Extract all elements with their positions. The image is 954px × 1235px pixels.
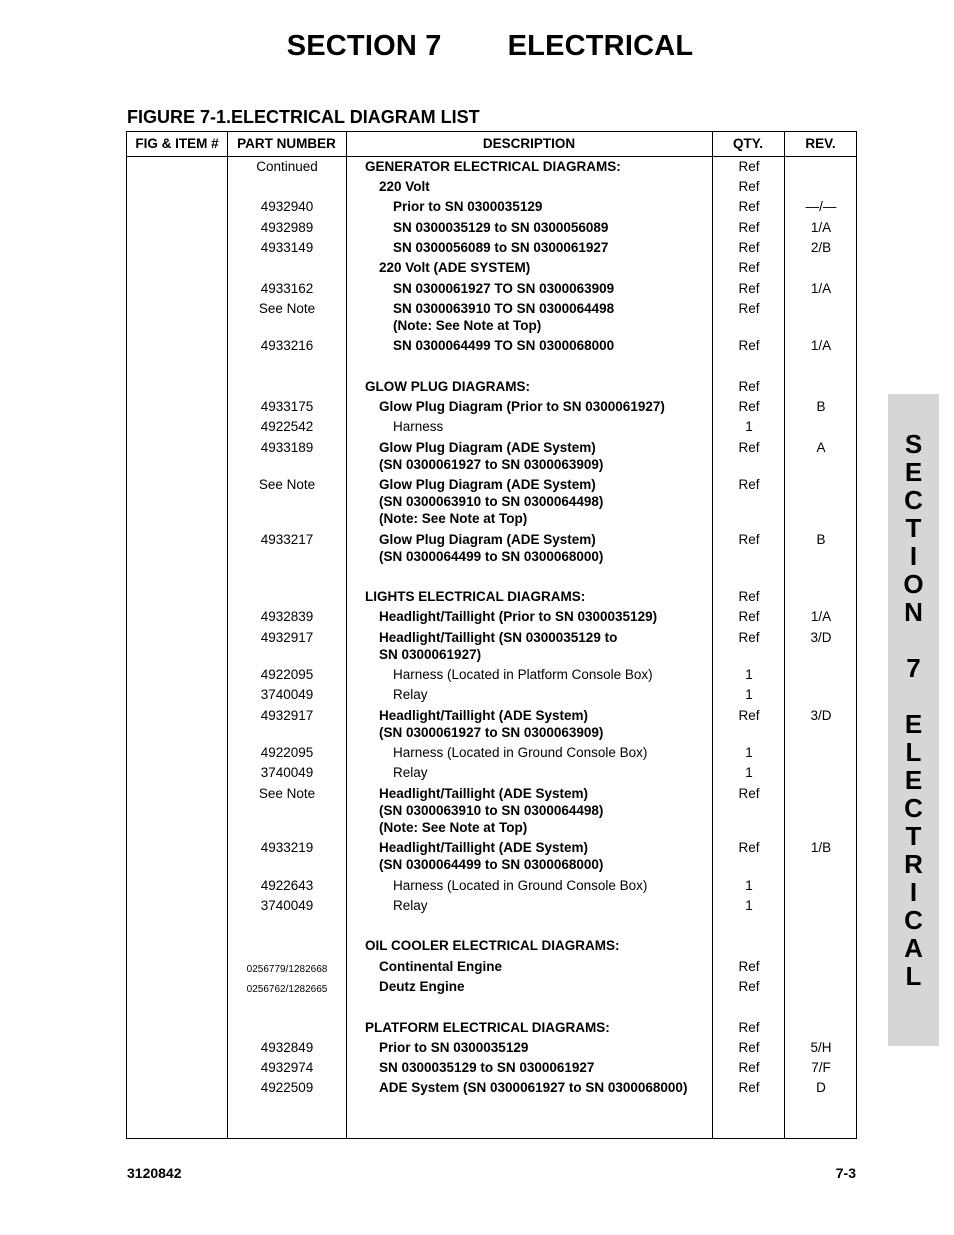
side-tab-letter: E <box>904 765 923 795</box>
description-cell: Prior to SN 0300035129 <box>393 199 543 214</box>
qty-cell: Ref <box>738 1040 760 1055</box>
document-number: 3120842 <box>127 1165 182 1181</box>
part-number-cell: 4933216 <box>260 338 314 353</box>
description-cell: Harness <box>393 419 444 434</box>
qty-cell: Ref <box>738 959 760 974</box>
qty-cell: Ref <box>738 240 760 255</box>
qty-cell: Ref <box>738 399 760 414</box>
description-cell: 220 Volt <box>379 179 430 194</box>
qty-cell: Ref <box>738 1060 760 1075</box>
rev-cell: D <box>816 1080 826 1095</box>
part-number-cell: 0256779/1282668 <box>246 964 328 975</box>
side-tab-letter: C <box>904 905 923 935</box>
description-cell: 220 Volt (ADE SYSTEM) <box>379 260 531 275</box>
qty-cell: Ref <box>738 477 760 492</box>
qty-cell: 1 <box>745 898 753 913</box>
qty-cell: Ref <box>738 609 760 624</box>
description-cell: Relay <box>393 687 428 702</box>
qty-cell: Ref <box>738 589 760 604</box>
side-tab-letter: T <box>905 821 922 851</box>
description-cell: Glow Plug Diagram (ADE System) (SN 0300064499 to SN 0300068000) <box>379 532 604 564</box>
rev-cell: 3/D <box>810 630 832 645</box>
side-tab-letter: R <box>904 849 923 879</box>
description-cell: Glow Plug Diagram (Prior to SN 0300061927) <box>379 399 665 414</box>
qty-cell: Ref <box>738 301 760 316</box>
description-cell: Glow Plug Diagram (ADE System) (SN 0300063910 to SN 0300064498) (Note: See Note at Top) <box>379 477 604 526</box>
qty-cell: Ref <box>738 532 760 547</box>
qty-cell: Ref <box>738 199 760 214</box>
side-tab-letter: L <box>905 961 922 991</box>
rev-cell: 5/H <box>810 1040 832 1055</box>
part-number-cell: 4933189 <box>260 440 314 455</box>
description-cell: Glow Plug Diagram (ADE System) (SN 0300061927 to SN 0300063909) <box>379 440 604 472</box>
part-number-cell: 4932839 <box>260 609 314 624</box>
description-cell: Continental Engine <box>379 959 502 974</box>
qty-cell: Ref <box>738 338 760 353</box>
rev-cell: 1/A <box>810 609 832 624</box>
part-number-cell: 3740049 <box>260 687 314 702</box>
part-number-cell: Continued <box>256 159 318 174</box>
header-description: DESCRIPTION <box>482 136 576 151</box>
description-cell: Headlight/Taillight (ADE System) (SN 0300064499 to SN 0300068000) <box>379 840 604 872</box>
description-cell: Relay <box>393 898 428 913</box>
part-number-cell: See Note <box>258 786 316 801</box>
qty-cell: Ref <box>738 1080 760 1095</box>
description-cell: SN 0300064499 TO SN 0300068000 <box>393 338 615 353</box>
description-cell: Harness (Located in Ground Console Box) <box>393 745 648 760</box>
section-title: SECTION 7 ELECTRICAL <box>286 30 694 62</box>
side-tab-letter: S <box>904 429 923 459</box>
description-cell: Deutz Engine <box>379 979 465 994</box>
rev-cell: 7/F <box>811 1060 831 1075</box>
side-tab-letter: O <box>903 569 924 599</box>
part-number-cell: 4932989 <box>260 220 314 235</box>
part-number-cell: 4932974 <box>260 1060 314 1075</box>
column-divider <box>346 132 347 1138</box>
header-qty: QTY. <box>732 136 763 151</box>
part-number-cell: See Note <box>258 301 316 316</box>
qty-cell: Ref <box>738 708 760 723</box>
side-tab-letter: E <box>904 709 923 739</box>
part-number-cell: 4933162 <box>260 281 314 296</box>
description-cell: GLOW PLUG DIAGRAMS: <box>365 379 530 394</box>
qty-cell: Ref <box>738 159 760 174</box>
description-cell: GENERATOR ELECTRICAL DIAGRAMS: <box>365 159 621 174</box>
description-cell: SN 0300063910 TO SN 0300064498 (Note: See Note at Top) <box>393 301 615 333</box>
description-cell: SN 0300056089 to SN 0300061927 <box>393 240 609 255</box>
description-cell: Relay <box>393 765 428 780</box>
rev-cell: B <box>816 399 826 414</box>
header-rev: REV. <box>805 136 836 151</box>
qty-cell: Ref <box>738 379 760 394</box>
qty-cell: 1 <box>745 687 753 702</box>
part-number-cell: 4933217 <box>260 532 314 547</box>
qty-cell: Ref <box>738 281 760 296</box>
side-tab-letter: C <box>904 793 923 823</box>
part-number-cell: 0256762/1282665 <box>246 984 328 995</box>
qty-cell: 1 <box>745 419 753 434</box>
qty-cell: Ref <box>738 840 760 855</box>
section-side-tab <box>888 394 939 1046</box>
rev-cell: B <box>816 532 826 547</box>
part-number-cell: 4922643 <box>260 878 314 893</box>
description-cell: SN 0300061927 TO SN 0300063909 <box>393 281 615 296</box>
qty-cell: Ref <box>738 179 760 194</box>
part-number-cell: 4933149 <box>260 240 314 255</box>
part-number-cell: 4933219 <box>260 840 314 855</box>
rev-cell: 1/A <box>810 281 832 296</box>
part-number-cell: 3740049 <box>260 898 314 913</box>
rev-cell: 1/B <box>810 840 832 855</box>
qty-cell: 1 <box>745 878 753 893</box>
qty-cell: Ref <box>738 260 760 275</box>
part-number-cell: 4922095 <box>260 667 314 682</box>
part-number-cell: 4933175 <box>260 399 314 414</box>
description-cell: Headlight/Taillight (Prior to SN 0300035129) <box>379 609 658 624</box>
part-number-cell: 4922509 <box>260 1080 314 1095</box>
part-number-cell: 4932849 <box>260 1040 314 1055</box>
qty-cell: 1 <box>745 667 753 682</box>
side-tab-letter: C <box>904 485 923 515</box>
rev-cell: 1/A <box>810 220 832 235</box>
header-divider <box>127 156 856 157</box>
side-tab-letter: A <box>904 933 923 963</box>
parts-table <box>126 131 857 1139</box>
description-cell: PLATFORM ELECTRICAL DIAGRAMS: <box>365 1020 610 1035</box>
qty-cell: 1 <box>745 765 753 780</box>
side-tab-letter: 7 <box>906 653 921 683</box>
description-cell: LIGHTS ELECTRICAL DIAGRAMS: <box>365 589 586 604</box>
part-number-cell: 3740049 <box>260 765 314 780</box>
part-number-cell: 4932940 <box>260 199 314 214</box>
header-fig-item: FIG & ITEM # <box>135 136 219 151</box>
figure-title: FIGURE 7-1.ELECTRICAL DIAGRAM LIST <box>127 107 480 127</box>
rev-cell: 2/B <box>810 240 832 255</box>
description-cell: Harness (Located in Platform Console Box) <box>393 667 653 682</box>
description-cell: Headlight/Taillight (ADE System) (SN 0300061927 to SN 0300063909) <box>379 708 604 740</box>
qty-cell: Ref <box>738 786 760 801</box>
qty-cell: Ref <box>738 979 760 994</box>
qty-cell: Ref <box>738 440 760 455</box>
side-tab-letter: I <box>909 877 918 907</box>
part-number-cell: See Note <box>258 477 316 492</box>
rev-cell: 3/D <box>810 708 832 723</box>
side-tab-letter: E <box>904 457 923 487</box>
description-cell: Headlight/Taillight (SN 0300035129 to SN 0300061927) <box>379 630 618 662</box>
description-cell: OIL COOLER ELECTRICAL DIAGRAMS: <box>365 938 620 953</box>
description-cell: SN 0300035129 to SN 0300056089 <box>393 220 609 235</box>
qty-cell: Ref <box>738 1020 760 1035</box>
header-part-number: PART NUMBER <box>237 136 336 151</box>
part-number-cell: 4932917 <box>260 708 314 723</box>
side-tab-letter: N <box>904 597 923 627</box>
rev-cell: 1/A <box>810 338 832 353</box>
page-number: 7-3 <box>835 1165 856 1181</box>
description-cell: Headlight/Taillight (ADE System) (SN 0300063910 to SN 0300064498) (Note: See Note at Top) <box>379 786 604 835</box>
qty-cell: Ref <box>738 630 760 645</box>
rev-cell: —/— <box>805 199 837 214</box>
side-tab-letter: L <box>905 737 922 767</box>
side-tab-letter: I <box>909 541 918 571</box>
qty-cell: 1 <box>745 745 753 760</box>
part-number-cell: 4922542 <box>260 419 314 434</box>
description-cell: ADE System (SN 0300061927 to SN 0300068000) <box>379 1080 688 1095</box>
description-cell: SN 0300035129 to SN 0300061927 <box>379 1060 595 1075</box>
qty-cell: Ref <box>738 220 760 235</box>
side-tab-letter: T <box>905 513 922 543</box>
description-cell: Prior to SN 0300035129 <box>379 1040 529 1055</box>
rev-cell: A <box>816 440 826 455</box>
part-number-cell: 4922095 <box>260 745 314 760</box>
description-cell: Harness (Located in Ground Console Box) <box>393 878 648 893</box>
part-number-cell: 4932917 <box>260 630 314 645</box>
